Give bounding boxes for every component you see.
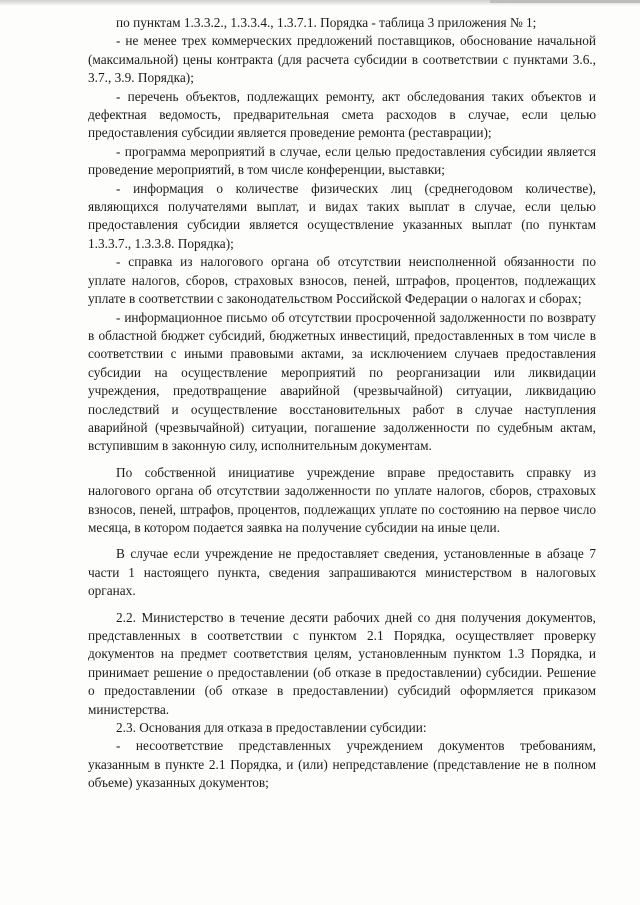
list-item-event-program: - программа мероприятий в случае, если целью предоставления субсидии является проведение мероприятий, в том числе конференции, выставки; bbox=[88, 143, 596, 178]
paragraph-own-initiative: По собственной инициативе учреждение вправе предоставить справку из налогового органа об отсутствии задолженности по уплате налогов, сборов, страховых взносов, пеней, штрафов, процентов, подлежащих уплате по состоянию на первое число месяца, в котором подается заявка на получение субсидии на иные цели. bbox=[88, 464, 596, 535]
list-item-payments-info: - информация о количестве физических лиц (среднегодовом количестве), являющихся получателями выплат, и видах таких выплат в случае, если целью предоставления субсидии является осуществление указанных выплат (по пунктам 1.3.3.7., 1.3.3.8. Порядка); bbox=[88, 180, 596, 251]
list-item-repair-objects: - перечень объектов, подлежащих ремонту, акт обследования таких объектов и дефектная ведомость, предварительная смета расходов в случае, если целью предоставления субсидии является проведение ремонта (реставрации); bbox=[88, 88, 596, 141]
section-2-3-heading: 2.3. Основания для отказа в предоставлении субсидии: bbox=[116, 720, 427, 736]
list-item-non-compliance: - несоответствие представленных учреждением документов требованиям, указанным в пункте 2.1 Порядка, и (или) непредставление (представление не в полном объеме) указанных документов; bbox=[88, 738, 596, 791]
paragraph-continuation: по пунктам 1.3.3.2., 1.3.3.4., 1.3.7.1. Порядка - таблица 3 приложения № 1; bbox=[116, 15, 537, 30]
scan-corner-mark bbox=[490, 0, 640, 3]
list-item-debt-letter: - информационное письмо об отсутствии просроченной задолженности по возврату в областной бюджет субсидий, бюджетных инвестиций, предоставленных в том числе в соответствии с иными правовыми актами, за исключением случаев предоставления субсидии на осуществление мероприятий по реорганизации или ликвидации учреждения, предотвращение аварийной (чрезвычайной) ситуации, ликвидацию последствий и осуществление восстановительных работ в случае наступления аварийной (чрезвычайной) ситуации, погашение задолженности по судебным актам, вступившим в законную силу, исполнительным документам. bbox=[88, 309, 596, 454]
document-body bbox=[88, 14, 596, 793]
list-item-commercial-offers: - не менее трех коммерческих предложений поставщиков, обоснование начальной (максимальной) цены контракта (для расчета субсидии в соответствии с пунктами 3.6., 3.7., 3.9. Порядка); bbox=[88, 33, 596, 86]
paragraph-tax-request: В случае если учреждение не предоставляет сведения, установленные в абзаце 7 части 1 настоящего пункта, сведения запрашиваются министерством в налоговых органах. bbox=[88, 546, 596, 599]
section-2-2: 2.2. Министерство в течение десяти рабочих дней со дня получения документов, представленных в соответствии с пунктом 2.1 Порядка, осуществляет проверку документов на предмет соответствия целям, установленным пунктом 1.3 Порядка, и принимает решение о предоставлении (об отказе в предоставлении) субсидии. Решение о предоставлении (об отказе в предоставлении) субсидий оформляется приказом министерства. bbox=[88, 609, 596, 717]
list-item-tax-certificate: - справка из налогового органа об отсутствии неисполненной обязанности по уплате налогов, сборов, страховых взносов, пеней, штрафов, процентов, подлежащих уплате в соответствии с законодательством Российской Федерации о налогах и сборах; bbox=[88, 254, 596, 307]
